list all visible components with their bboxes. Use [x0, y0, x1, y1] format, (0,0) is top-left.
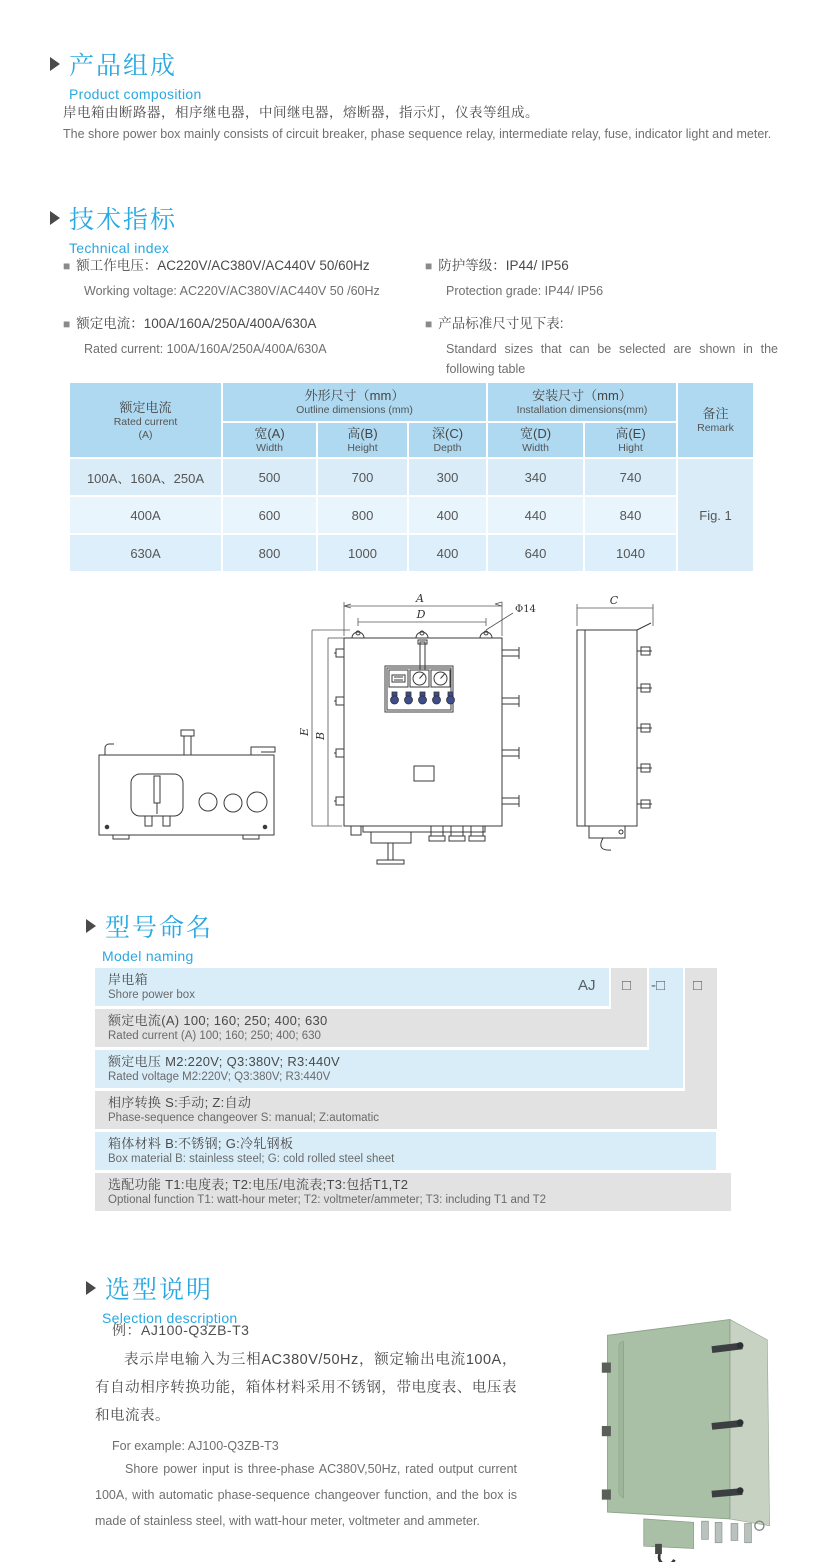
col-header-depth-c: 深(C) Depth: [408, 422, 487, 458]
model-code-prefix: AJ: [578, 977, 596, 994]
col-group-installation-dimensions: 安装尺寸（mm） Installation dimensions(mm): [487, 382, 677, 422]
cell-depth-c: 400: [408, 534, 487, 572]
cell-current: 100A、160A、250A: [69, 458, 222, 496]
composition-text-zh: 岸电箱由断路器，相序继电器，中间继电器，熔断器，指示灯，仪表等组成。: [63, 105, 539, 120]
size-table: [68, 381, 755, 573]
spec-zh: 产品标准尺寸见下表:: [438, 316, 564, 331]
dim-label-dia: Φ14: [515, 604, 536, 615]
section-subtitle: Product composition: [69, 86, 202, 102]
section-arrow-icon: [86, 919, 96, 933]
model-code-box: -□: [651, 977, 666, 994]
spec-en: Protection grade: IP44/ IP56: [446, 284, 604, 298]
spec-en: Standard sizes that can be selected are shown in the following table: [446, 342, 778, 376]
model-naming-table: [95, 968, 755, 1214]
cell-height-e: 740: [584, 458, 677, 496]
cell-height-e: 1040: [584, 534, 677, 572]
cell-height-e: 840: [584, 496, 677, 534]
cell-current: 400A: [69, 496, 222, 534]
col-header-height-e: 高(E) Hight: [584, 422, 677, 458]
section-subtitle: Model naming: [102, 948, 194, 964]
dim-label-a: A: [416, 592, 424, 605]
dim-label-d: D: [416, 608, 426, 621]
cell-height-b: 800: [317, 496, 408, 534]
cell-width-a: 600: [222, 496, 317, 534]
section-title: 选型说明: [105, 1276, 214, 1304]
model-naming-row: 箱体材料 B:不锈钢; G:冷轧钢板 Box material B: stainless steel; G: cold rolled steel sheet: [95, 1132, 716, 1170]
cell-width-a: 800: [222, 534, 317, 572]
section-arrow-icon: [50, 57, 60, 71]
table-row: [69, 458, 754, 496]
model-example-zh: 例：AJ100-Q3ZB-T3: [112, 1322, 250, 1338]
col-header-width-d: 宽(D) Width: [487, 422, 584, 458]
bottom-view: [99, 730, 275, 839]
section-subtitle: Technical index: [69, 240, 170, 256]
spec-en: Working voltage: AC220V/AC380V/AC440V 50 /60Hz: [84, 284, 380, 298]
section-model-naming-header: [86, 908, 213, 964]
cell-depth-c: 400: [408, 496, 487, 534]
model-naming-row: 相序转换 S:手动; Z:自动 Phase-sequence changeover S: manual; Z:automatic: [95, 1091, 716, 1129]
cell-height-b: 1000: [317, 534, 408, 572]
section-selection-description-header: [86, 1270, 238, 1326]
square-bullet-icon: ■: [63, 259, 71, 273]
model-code-box: □: [622, 977, 632, 994]
model-code-box: □: [693, 977, 703, 994]
spec-item: [63, 314, 418, 359]
spec-zh: 额定电流：100A/160A/250A/400A/630A: [76, 316, 317, 331]
spec-item: [425, 256, 765, 301]
product-photo: [553, 1290, 815, 1562]
selection-body-zh: 表示岸电输入为三相AC380V/50Hz，额定输出电流100A，有自动相序转换功能，箱体材料采用不锈钢，带电度表、电压表和电流表。: [95, 1352, 517, 1424]
spec-item: [425, 314, 778, 379]
section-arrow-icon: [86, 1281, 96, 1295]
cell-height-b: 700: [317, 458, 408, 496]
front-view: [334, 631, 519, 864]
technical-drawing: [65, 576, 765, 888]
model-naming-row: 额定电压 M2:220V; Q3:380V; R3:440V Rated voltage M2:220V; Q3:380V; R3:440V: [95, 1050, 683, 1088]
square-bullet-icon: ■: [425, 317, 433, 331]
cell-width-d: 340: [487, 458, 584, 496]
col-header-width-a: 宽(A) Width: [222, 422, 317, 458]
spec-column-right: [425, 256, 778, 392]
section-title: 型号命名: [105, 914, 214, 942]
col-header-rated-current: 额定电流 Rated current (A): [69, 382, 222, 458]
spec-zh: 额工作电压：AC220V/AC380V/AC440V 50/60Hz: [76, 258, 370, 273]
cell-current: 630A: [69, 534, 222, 572]
model-naming-row: 岸电箱 Shore power box: [95, 968, 609, 1006]
section-arrow-icon: [50, 211, 60, 225]
selection-text-block: [95, 1320, 517, 1534]
dim-label-b: B: [314, 731, 327, 741]
table-row: [69, 496, 754, 534]
cell-width-d: 440: [487, 496, 584, 534]
col-header-height-b: 高(B) Height: [317, 422, 408, 458]
composition-text-en: The shore power box mainly consists of circuit breaker, phase sequence relay, intermediate relay, fuse, indicator light and meter.: [63, 127, 772, 141]
model-example-en: For example: AJ100-Q3ZB-T3: [112, 1439, 279, 1453]
square-bullet-icon: ■: [63, 317, 71, 331]
selection-body-en: Shore power input is three-phase AC380V,50Hz, rated output current 100A, with automatic phase-sequence changeover function, and the box is made of stainless steel, with watt-hour meter, voltmeter and ammeter.: [95, 1462, 517, 1528]
spec-item: [63, 256, 418, 301]
spec-en: Rated current: 100A/160A/250A/400A/630A: [84, 342, 327, 356]
cell-width-d: 640: [487, 534, 584, 572]
cell-depth-c: 300: [408, 458, 487, 496]
model-naming-row: 选配功能 T1:电度表; T2:电压/电流表;T3:包括T1,T2 Optional function T1: watt-hour meter; T2: voltmeter/ammeter; T3: including T1 and T2: [95, 1173, 731, 1211]
col-group-outline-dimensions: 外形尺寸（mm） Outline dimensions (mm): [222, 382, 487, 422]
table-header-row: [69, 382, 754, 422]
section-product-composition-header: [50, 46, 202, 102]
col-header-remark: 备注 Remark: [677, 382, 754, 458]
dimension-labels: [298, 592, 619, 741]
section-title: 产品组成: [69, 52, 178, 80]
cell-width-a: 500: [222, 458, 317, 496]
table-row: [69, 534, 754, 572]
cell-remark: Fig. 1: [677, 458, 754, 572]
section-title: 技术指标: [69, 206, 178, 234]
side-view: [577, 623, 652, 850]
spec-column-left: [63, 256, 418, 372]
section-technical-index-header: [50, 200, 177, 256]
dim-label-c: C: [609, 594, 619, 607]
square-bullet-icon: ■: [425, 259, 433, 273]
dim-label-e: E: [298, 727, 311, 737]
spec-zh: 防护等级：IP44/ IP56: [438, 258, 569, 273]
section-subtitle: Selection description: [102, 1310, 238, 1326]
model-naming-row: 额定电流(A) 100; 160; 250; 400; 630 Rated current (A) 100; 160; 250; 400; 630: [95, 1009, 647, 1047]
